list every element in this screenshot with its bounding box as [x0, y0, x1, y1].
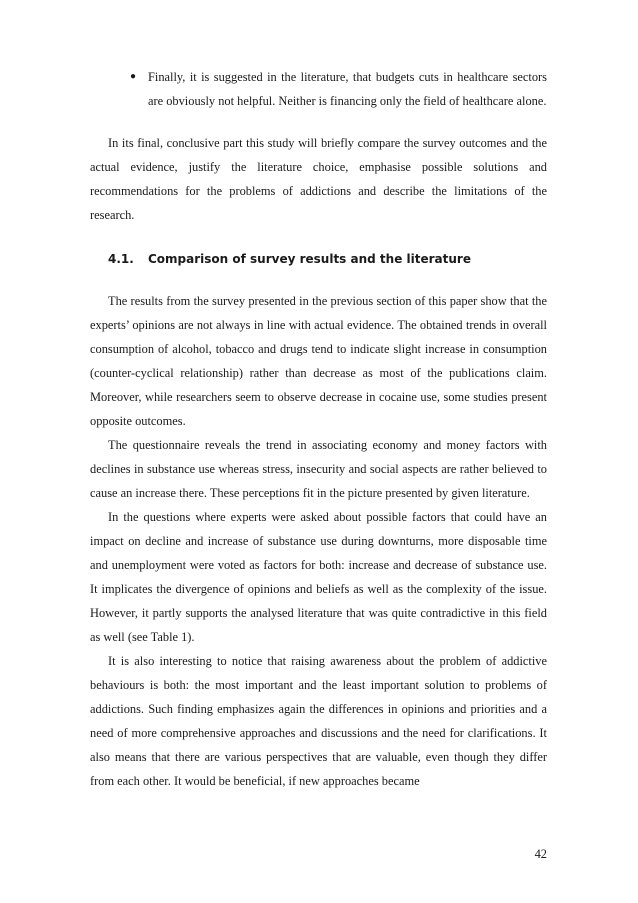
body-paragraph: It is also interesting to notice that raising awareness about the problem of addictive behaviours is both: the most important and the least important solution to problems of addictions. Such finding emphasizes again the differences in opinions and priorities and a need of more comprehensive approaches and discussions and the need for clarifications. It also means that there are various perspectives that are valuable, even though they differ from each other. It would be beneficial, if new approaches became — [90, 654, 547, 788]
body-paragraph: The questionnaire reveals the trend in associating economy and money factors with declines in substance use whereas stress, insecurity and social aspects are rather believed to cause an increase there. These perceptions fit in the picture presented by given literature. — [90, 438, 547, 500]
bullet-dot-icon: ● — [130, 71, 137, 82]
body-paragraph: In the questions where experts were asked about possible factors that could have an impact on decline and increase of substance use during downturns, more disposable time and unemployment were voted as factors for both: increase and decrease of substance use. It implicates the divergence of opinions and beliefs as well as the complexity of the issue. However, it partly supports the analysed literature that was quite contradictive in this field as well (see Table 1). — [90, 510, 547, 644]
page-content — [90, 65, 547, 793]
bullet-item — [90, 65, 547, 113]
page-number: 42 — [534, 847, 547, 861]
intro-paragraph: In its final, conclusive part this study will briefly compare the survey outcomes and the actual evidence, justify the literature choice, emphasise possible solutions and recommendations for the problems of addictions and describe the limitations of the research. — [90, 136, 547, 222]
body-paragraph: The results from the survey presented in the previous section of this paper show that the experts’ opinions are not always in line with actual evidence. The obtained trends in overall consumption of alcohol, tobacco and drugs tend to indicate slight increase in consumption (counter-cyclical relationship) rather than decrease as most of the publications claim. Moreover, while researchers seem to observe decrease in cocaine use, some studies present opposite outcomes. — [90, 294, 547, 428]
section-number: 4.1. — [108, 252, 134, 266]
section-title: Comparison of survey results and the literature — [148, 252, 471, 266]
bullet-list — [90, 65, 547, 113]
bullet-text: Finally, it is suggested in the literature, that budgets cuts in healthcare sectors are obviously not helpful. Neither is financing only the field of healthcare alone. — [148, 70, 547, 108]
section-heading — [90, 247, 547, 271]
